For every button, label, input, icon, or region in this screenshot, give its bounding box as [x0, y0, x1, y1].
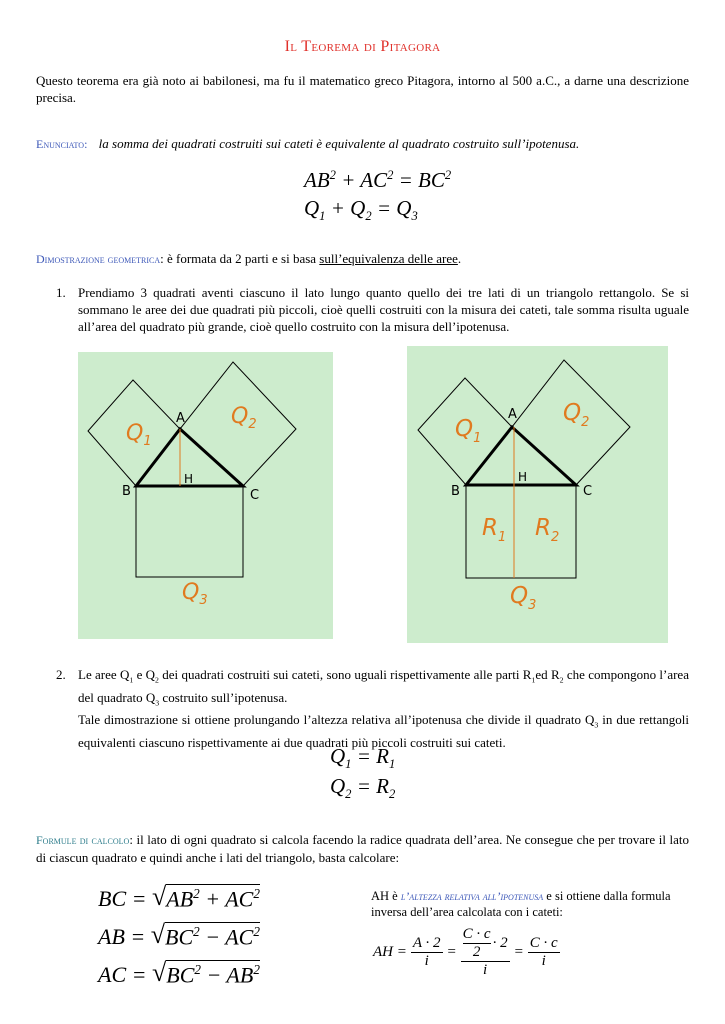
ah-label: l’altezza relativa all’ipotenusa [400, 889, 544, 903]
point-h: H [518, 470, 528, 484]
vertex-c: C [583, 484, 593, 499]
vertex-a: A [176, 411, 185, 426]
fraction-3: $\frac{C \cdot c}{i}$ [529, 934, 558, 969]
enunciato-label: Enunciato: [36, 137, 88, 151]
figure-left [78, 352, 333, 639]
fraction-2: C · c 2 · 2 i [462, 925, 508, 978]
step2-number: 2. [56, 667, 66, 682]
enunciato-text: la somma dei quadrati costruiti sui cateti è equivalente al quadrato costruito sull’ipotenusa. [98, 136, 580, 151]
step2-text: Le aree $Q_1$ e $Q_2$ dei quadrati costruiti sui cateti, sono uguali rispettivamente alle parti $R_1ed$ $R_2$ che compongono l’area del quadrato $Q_3$ costruito sull’ipotenusa. Tale dimostrazione si ottiene prolungando l’altezza relativa all’ipotenusa che divide il quadrato $Q_3$ in due rettangoli equivalenti ciascuno rispettivamente ai due quadrati più piccoli costruiti sui cateti. [78, 667, 689, 750]
label-q2: $Q_2$ [231, 404, 257, 432]
label-q2: $Q_2$ [563, 400, 590, 430]
dimostrazione: Dimostrazione geometrica: è formata da 2 parti e si basa sull’equivalenza delle aree. [36, 251, 462, 266]
point-h: H [184, 472, 194, 486]
root-ac: AC = √ $BC^2 - AB^2$ [98, 958, 260, 987]
figure-right-bg [407, 346, 668, 643]
label-q3: $Q_3$ [182, 580, 208, 608]
label-q1: $Q_1$ [126, 421, 152, 449]
ah-formula: AH = $\frac{A \cdot 2}{i}$ = C · c 2 · 2 i = $\frac{C \cdot c}{i}$ [373, 925, 558, 978]
root-ab: AB = √ $BC^2 - AC^2$ [98, 920, 260, 949]
root-formulas [98, 878, 260, 988]
vertex-a: A [508, 407, 517, 422]
label-q3: $Q_3$ [510, 583, 537, 613]
vertex-b: B [451, 484, 460, 499]
underlined-text: sull’equivalenza delle aree [319, 251, 458, 266]
formule: Formule di calcolo: il lato di ogni quadrato si calcola facendo la radice quadrata dell’area. Ne consegue che per trovare il lato di ciascun quadrato e quindi anche i lati del triangolo, basta calcolare: [36, 832, 690, 865]
formula-q2-r2: $Q_2 = R_2$ [330, 774, 396, 802]
label-q1: $Q_1$ [455, 416, 482, 446]
intro-paragraph: Questo teorema era già noto ai babilonesi, ma fu il matematico greco Pitagora, intorno al 500 a.C., a darne una descrizione precisa. [36, 73, 689, 105]
vertex-c: C [250, 488, 260, 503]
formula-q1-r1: $Q_1 = R_1$ [330, 744, 396, 772]
enunciato [36, 135, 689, 153]
root-bc: BC = √ $AB^2 + AC^2$ [98, 882, 260, 911]
figure-right [407, 346, 668, 643]
page-title: Il Teorema di Pitagora [284, 38, 441, 55]
vertex-b: B [122, 484, 131, 499]
formula-pythagoras: $AB^2 + AC^2 = BC^2$ [304, 168, 452, 192]
step1-text: Prendiamo 3 quadrati aventi ciascuno il lato lungo quanto quello dei tre lati di un triangolo rettangolo. Se si sommano le aree dei due quadrati più piccoli, cioè quelli costruiti con la misura dei cateti, tale somma risulta uguale all’area del quadrato più grande, cioè quello costruito con la misura dell’ipotenusa. [78, 285, 689, 334]
dimostrazione-label: Dimostrazione geometrica [36, 252, 161, 266]
label-r1: $R_1$ [482, 515, 507, 545]
ah-description: AH è l’altezza relativa all’ipotenusa e si ottiene dalla formula inversa dell’area calcolata con i cateti: [371, 889, 671, 919]
label-r2: $R_2$ [535, 515, 560, 545]
formule-label: Formule di calcolo [36, 833, 130, 847]
fraction-1: $\frac{A \cdot 2}{i}$ [412, 934, 441, 969]
step1-number: 1. [56, 285, 66, 300]
formula-squares: $Q_1 + Q_2 = Q_3$ [304, 196, 418, 224]
